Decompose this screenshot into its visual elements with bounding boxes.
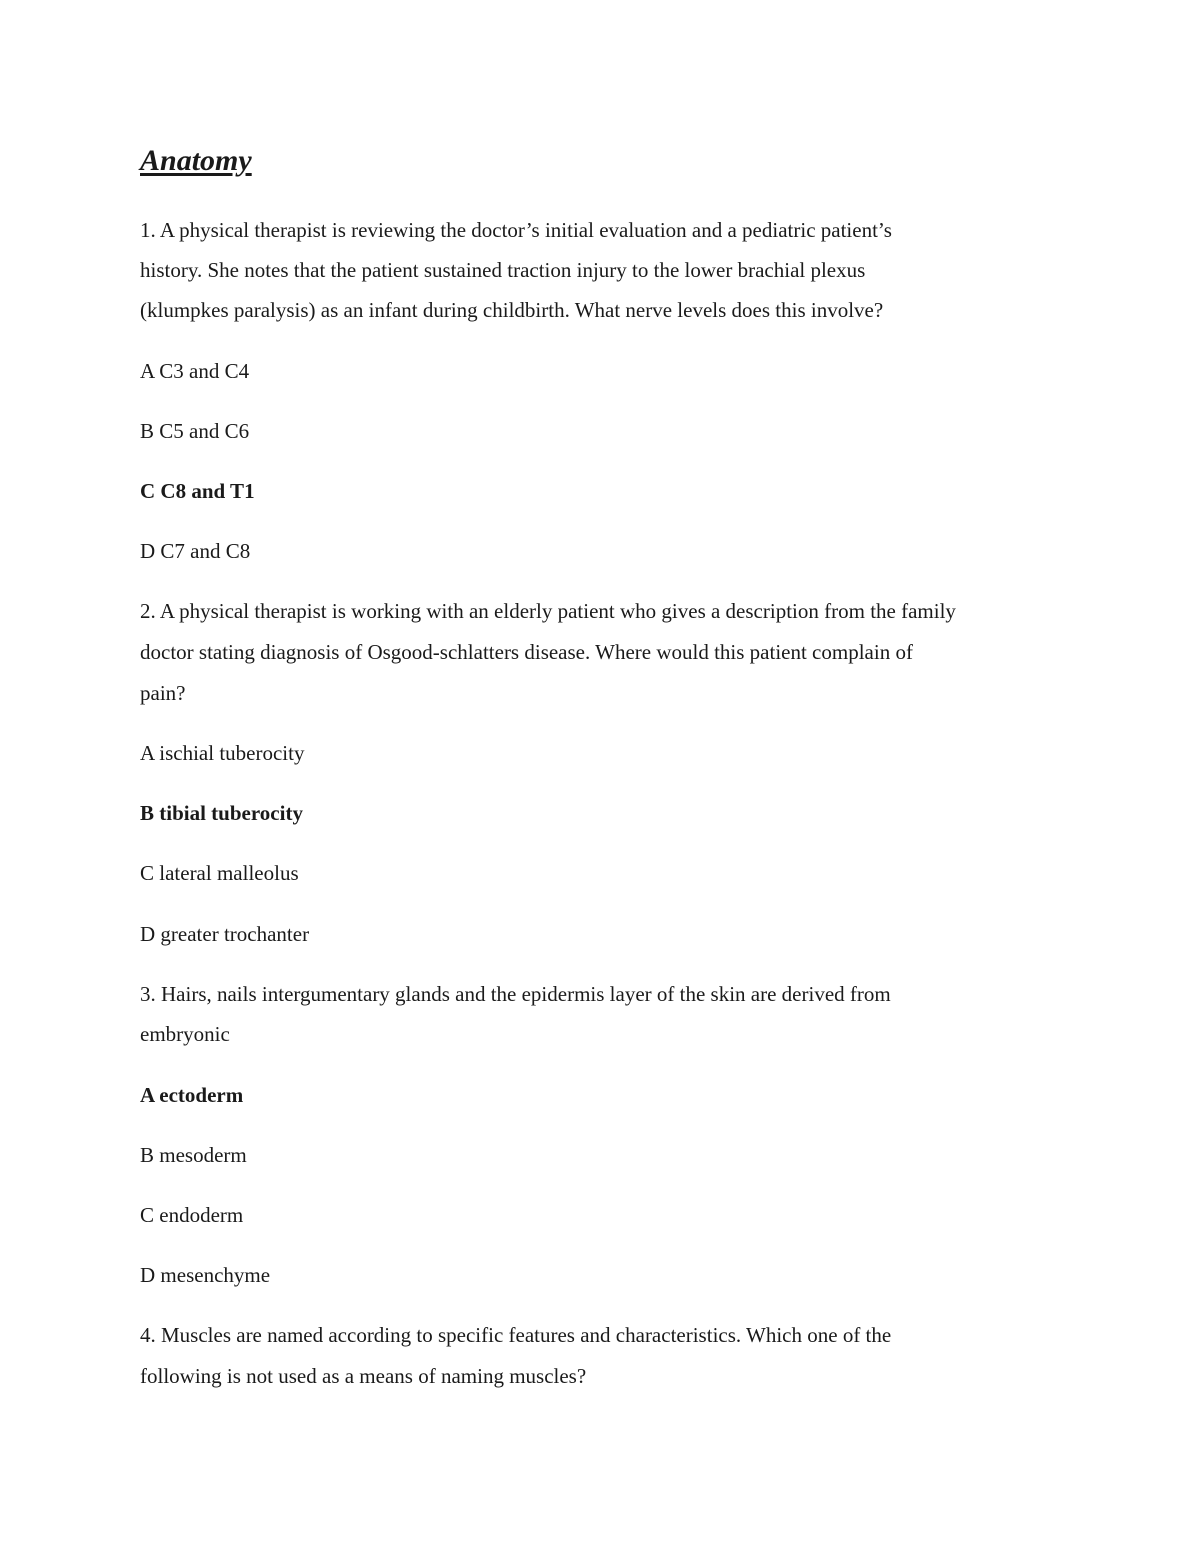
question-2-line-1: 2. A physical therapist is working with an elderly patient who gives a description from the family [140, 599, 956, 623]
question-1-line-3: (klumpkes paralysis) as an infant during childbirth. What nerve levels does this involve? [140, 298, 884, 322]
question-3-option-b: B mesoderm [140, 1143, 247, 1167]
question-3-option-a-correct: A ectoderm [140, 1083, 244, 1107]
question-1-line-2: history. She notes that the patient sustained traction injury to the lower brachial plexus [140, 258, 866, 282]
question-2-line-2: doctor stating diagnosis of Osgood-schlatters disease. Where would this patient complain of [140, 640, 913, 664]
question-2-option-d: D greater trochanter [140, 922, 310, 946]
question-3-line-1: 3. Hairs, nails intergumentary glands and the epidermis layer of the skin are derived from [140, 982, 891, 1006]
question-4-line-2: following is not used as a means of naming muscles? [140, 1364, 587, 1388]
question-4-line-1: 4. Muscles are named according to specific features and characteristics. Which one of the [140, 1323, 892, 1347]
question-2-option-b-correct: B tibial tuberocity [140, 801, 303, 825]
document-title: Anatomy [140, 144, 252, 177]
question-2-option-c: C lateral malleolus [140, 861, 299, 885]
question-3-option-d: D mesenchyme [140, 1263, 271, 1287]
question-1-option-a: A C3 and C4 [140, 359, 250, 383]
question-3-option-c: C endoderm [140, 1203, 244, 1227]
question-2-line-3: pain? [140, 681, 186, 705]
question-1-option-c-correct: C C8 and T1 [140, 479, 255, 503]
question-3-line-2: embryonic [140, 1022, 230, 1046]
question-1-option-d: D C7 and C8 [140, 539, 251, 563]
question-1-line-1: 1. A physical therapist is reviewing the doctor’s initial evaluation and a pediatric patient’s [140, 218, 892, 242]
question-1-option-b: B C5 and C6 [140, 419, 250, 443]
question-2-option-a: A ischial tuberocity [140, 741, 305, 765]
